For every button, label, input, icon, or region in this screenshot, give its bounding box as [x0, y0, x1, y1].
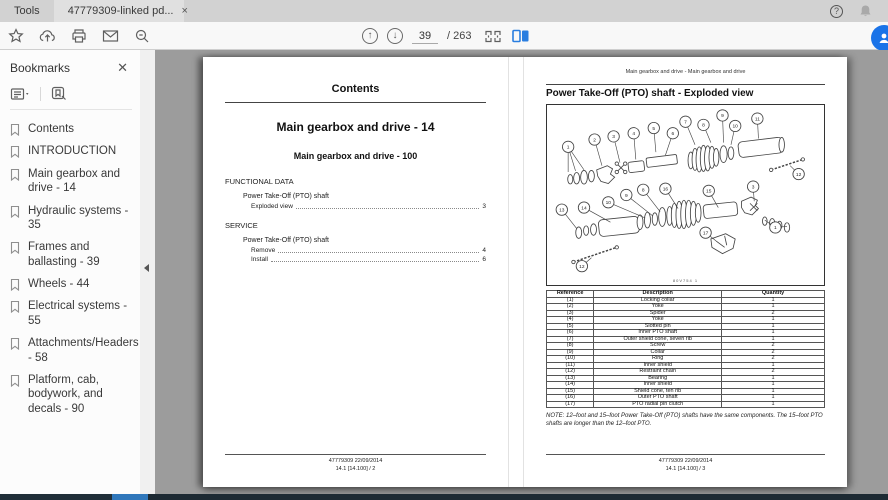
print-icon[interactable] [71, 28, 87, 44]
callout-number: 10 [605, 201, 612, 207]
tab-tools[interactable] [0, 0, 54, 22]
collapse-sidebar-icon[interactable] [144, 264, 149, 272]
parts-table-cell: Locking collar [594, 297, 722, 304]
bookmark-item-label: Attachments/Headers - 58 [28, 337, 139, 364]
main-toolbar [0, 22, 888, 50]
previous-page-button[interactable]: ↑ [362, 28, 378, 44]
parts-table-cell: 2 [722, 349, 825, 356]
bookmark-item-label: Contents [28, 123, 75, 135]
parts-table-cell: 1 [722, 388, 825, 395]
tab-tools-label: Tools [14, 5, 40, 17]
parts-table-cell: 1 [722, 323, 825, 330]
contents-title: Contents [331, 83, 380, 95]
bookmark-item[interactable] [10, 118, 132, 140]
taskbar-strip [0, 494, 888, 500]
parts-table-cell: Outer shield cone, seven rib [594, 336, 722, 343]
toc-entry-page: 6 [482, 256, 486, 263]
page-number-input[interactable] [412, 28, 438, 44]
document-area[interactable] [155, 50, 888, 494]
callout-number: 13 [559, 208, 565, 214]
parts-table-cell: (5) [547, 323, 594, 330]
parts-table-cell: (12) [547, 369, 594, 376]
expand-current-bookmark-icon[interactable] [51, 86, 67, 101]
notifications-bell-icon[interactable] [859, 4, 872, 18]
toolbar-divider [40, 87, 41, 101]
parts-table-cell: Inner shield [594, 382, 722, 389]
bookmark-icon [10, 278, 20, 291]
pto-shaft-diagram [547, 105, 824, 285]
tab-close-icon[interactable]: × [181, 5, 188, 17]
parts-table-cell: 1 [722, 401, 825, 408]
callout-number: 17 [702, 231, 709, 237]
page-footer-left [225, 454, 486, 474]
email-icon[interactable] [102, 29, 119, 43]
page-total-label: / 263 [447, 30, 472, 42]
tab-bar [0, 0, 888, 22]
bookmark-item[interactable] [10, 200, 132, 237]
note-text: NOTE: 12–foot and 15–foot Power Take-Off (PTO) shafts have the same components. The 15–foot PTO shafts are longer than the 12–foot PTO. [546, 413, 823, 428]
parts-table-cell: 1 [722, 382, 825, 389]
bookmark-item-label: Electrical systems - 55 [28, 300, 128, 327]
bookmark-item-label: Frames and ballasting - 39 [28, 241, 100, 268]
parts-table-cell: 1 [722, 304, 825, 311]
bookmark-icon [10, 145, 20, 158]
bookmark-item-label: INTRODUCTION [28, 145, 117, 158]
parts-table-cell: (7) [547, 336, 594, 343]
callout-number: 4 [632, 132, 636, 138]
parts-table-cell: (2) [547, 304, 594, 311]
bookmarks-close-icon[interactable]: ✕ [117, 60, 128, 75]
title-rule [225, 102, 486, 103]
toc-leader-dots [296, 208, 479, 209]
favorite-star-icon[interactable] [8, 28, 24, 44]
parts-table-cell: Restraint chain [594, 369, 722, 376]
parts-table-cell: 1 [722, 375, 825, 382]
bookmark-icon [10, 123, 20, 136]
parts-table-cell: (17) [547, 401, 594, 408]
bookmark-item[interactable] [10, 273, 132, 295]
running-header: Main gearbox and drive - Main gearbox and drive [625, 69, 746, 75]
toc-entry-label: Exploded view [251, 203, 293, 210]
parts-table-cell: (4) [547, 317, 594, 324]
bookmark-icon [10, 168, 20, 181]
parts-table-cell: 2 [722, 343, 825, 350]
callout-number: 1 [774, 226, 777, 232]
parts-table-cell: Spider [594, 310, 722, 317]
parts-table-cell: Yoke [594, 317, 722, 324]
chapter-heading: Main gearbox and drive - 14 [276, 120, 435, 134]
bookmark-item[interactable] [10, 369, 132, 420]
parts-table-cell: Yoke [594, 304, 722, 311]
callout-number: 16 [662, 187, 669, 193]
toc-leader-dots [271, 261, 479, 262]
footer-page-ref: 14.1 [14.100] / 2 [335, 466, 376, 473]
parts-table-cell: (13) [547, 375, 594, 382]
tab-document[interactable] [54, 0, 188, 22]
page-left [203, 57, 509, 487]
parts-table-header: Description [594, 291, 722, 298]
parts-table-cell: (9) [547, 349, 594, 356]
toc-entry[interactable] [251, 256, 486, 263]
bookmarks-panel-title: Bookmarks [10, 61, 71, 75]
parts-table-cell: Screw [594, 343, 722, 350]
callout-number: 8 [702, 123, 705, 129]
footer-page-ref: 14.1 [14.100] / 3 [665, 466, 706, 473]
callout-number: 10 [732, 124, 738, 130]
parts-table-cell: Slotted pin [594, 323, 722, 330]
toc-entry-label: Install [251, 256, 268, 263]
callout-number: 3 [751, 185, 755, 191]
parts-table-cell: 2 [722, 356, 825, 363]
parts-table-cell: PTO radial pin clutch [594, 401, 722, 408]
toc-entry-page: 4 [482, 247, 486, 254]
bookmark-item[interactable] [10, 236, 132, 273]
bookmark-item[interactable] [10, 332, 139, 369]
callout-number: 3 [612, 135, 615, 141]
bookmark-item[interactable] [10, 295, 132, 332]
page-gap [509, 57, 523, 487]
parts-table-cell: Inner shield [594, 362, 722, 369]
parts-table-cell: (11) [547, 362, 594, 369]
two-page-view-icon[interactable] [511, 29, 530, 43]
help-icon[interactable]: ? [830, 5, 843, 18]
footer-doc-number: 47779309 22/09/2014 [658, 457, 713, 464]
page-scrolling-view-icon[interactable] [484, 29, 502, 44]
tab-document-label: 47779309-linked pd... [67, 5, 174, 17]
toc-section-heading: FUNCTIONAL DATA [225, 177, 294, 186]
page-footer-right [546, 454, 825, 474]
parts-table-header: Reference [547, 291, 594, 298]
toc-group-title: Power Take-Off (PTO) shaft [243, 237, 329, 244]
toc-entry-label: Remove [251, 247, 276, 254]
parts-table-cell: 1 [722, 330, 825, 337]
callout-number: 1 [566, 145, 570, 151]
parts-table-cell: 1 [722, 362, 825, 369]
parts-table-cell: Bearing [594, 375, 722, 382]
parts-table-cell: 1 [722, 395, 825, 402]
bookmark-item-label: Wheels - 44 [28, 278, 90, 290]
parts-table-cell: (1) [547, 297, 594, 304]
callout-number: 7 [684, 120, 687, 126]
topic-heading: Power Take-Off (PTO) shaft - Exploded view [546, 88, 754, 99]
bookmark-icon [10, 337, 20, 350]
callout-number: 12 [579, 264, 585, 270]
parts-table-header: Quantity [722, 291, 825, 298]
bookmark-item-label: Main gearbox and drive - 14 [28, 167, 121, 195]
bookmark-item-label: Platform, cab, bodywork, and decals - 90 [28, 373, 103, 415]
callout-number: 5 [652, 126, 656, 132]
toc [225, 177, 486, 263]
bookmark-item[interactable] [10, 140, 132, 162]
sidebar-splitter[interactable] [140, 50, 155, 494]
parts-table-cell: (10) [547, 356, 594, 363]
bookmarks-list [10, 118, 139, 420]
parts-table-cell: (3) [547, 310, 594, 317]
parts-table-cell: Collar [594, 349, 722, 356]
parts-table-cell: Inner PTO shaft [594, 330, 722, 337]
parts-table-cell: 1 [722, 297, 825, 304]
callout-number: 14 [581, 206, 587, 212]
footer-doc-number: 47779309 22/09/2014 [328, 457, 383, 464]
section-heading: Main gearbox and drive - 100 [293, 151, 418, 161]
figure-caption: 80V754 1 [672, 278, 699, 283]
callout-number: 15 [706, 189, 712, 195]
bookmark-options-icon[interactable] [10, 87, 30, 101]
parts-table-row [547, 401, 825, 408]
bookmark-icon [10, 205, 20, 218]
callout-number: 6 [671, 132, 675, 138]
next-page-button[interactable]: ↓ [387, 28, 403, 44]
callout-number: 11 [754, 117, 760, 123]
parts-table-cell: (6) [547, 330, 594, 337]
search-zoom-icon[interactable] [134, 28, 150, 44]
bookmark-item-label: Hydraulic systems - 35 [28, 204, 129, 231]
parts-table-cell: (15) [547, 388, 594, 395]
parts-table-cell: (16) [547, 395, 594, 402]
page-right [523, 57, 847, 487]
parts-table-cell: 2 [722, 310, 825, 317]
toc-entry[interactable] [251, 247, 486, 254]
toc-leader-dots [278, 252, 479, 253]
toc-entry[interactable] [251, 203, 486, 210]
callout-number: 9 [624, 193, 628, 199]
bookmark-icon [10, 241, 20, 254]
parts-table-cell: Shield cone, ten rib [594, 388, 722, 395]
bookmark-icon [10, 374, 20, 387]
parts-table-cell: (8) [547, 343, 594, 350]
parts-table-cell: 1 [722, 317, 825, 324]
bookmarks-panel [0, 50, 140, 494]
bookmark-item[interactable] [10, 163, 132, 200]
account-avatar-button[interactable] [871, 25, 888, 51]
parts-table-cell: Ring [594, 356, 722, 363]
parts-table [546, 290, 825, 408]
callout-number: 8 [641, 188, 645, 194]
toc-section-heading: SERVICE [225, 221, 258, 230]
callout-number: 2 [593, 138, 596, 144]
bookmark-icon [10, 300, 20, 313]
parts-table-cell: Outer PTO shaft [594, 395, 722, 402]
toc-group-title: Power Take-Off (PTO) shaft [243, 193, 329, 200]
callout-number: 12 [795, 172, 802, 178]
share-upload-icon[interactable] [39, 28, 56, 44]
header-rule [546, 84, 825, 85]
toc-entry-page: 3 [482, 203, 486, 210]
exploded-view-figure [546, 104, 825, 286]
callout-number: 9 [721, 114, 724, 120]
parts-table-cell: (14) [547, 382, 594, 389]
parts-table-cell: 2 [722, 369, 825, 376]
parts-table-cell: 1 [722, 336, 825, 343]
